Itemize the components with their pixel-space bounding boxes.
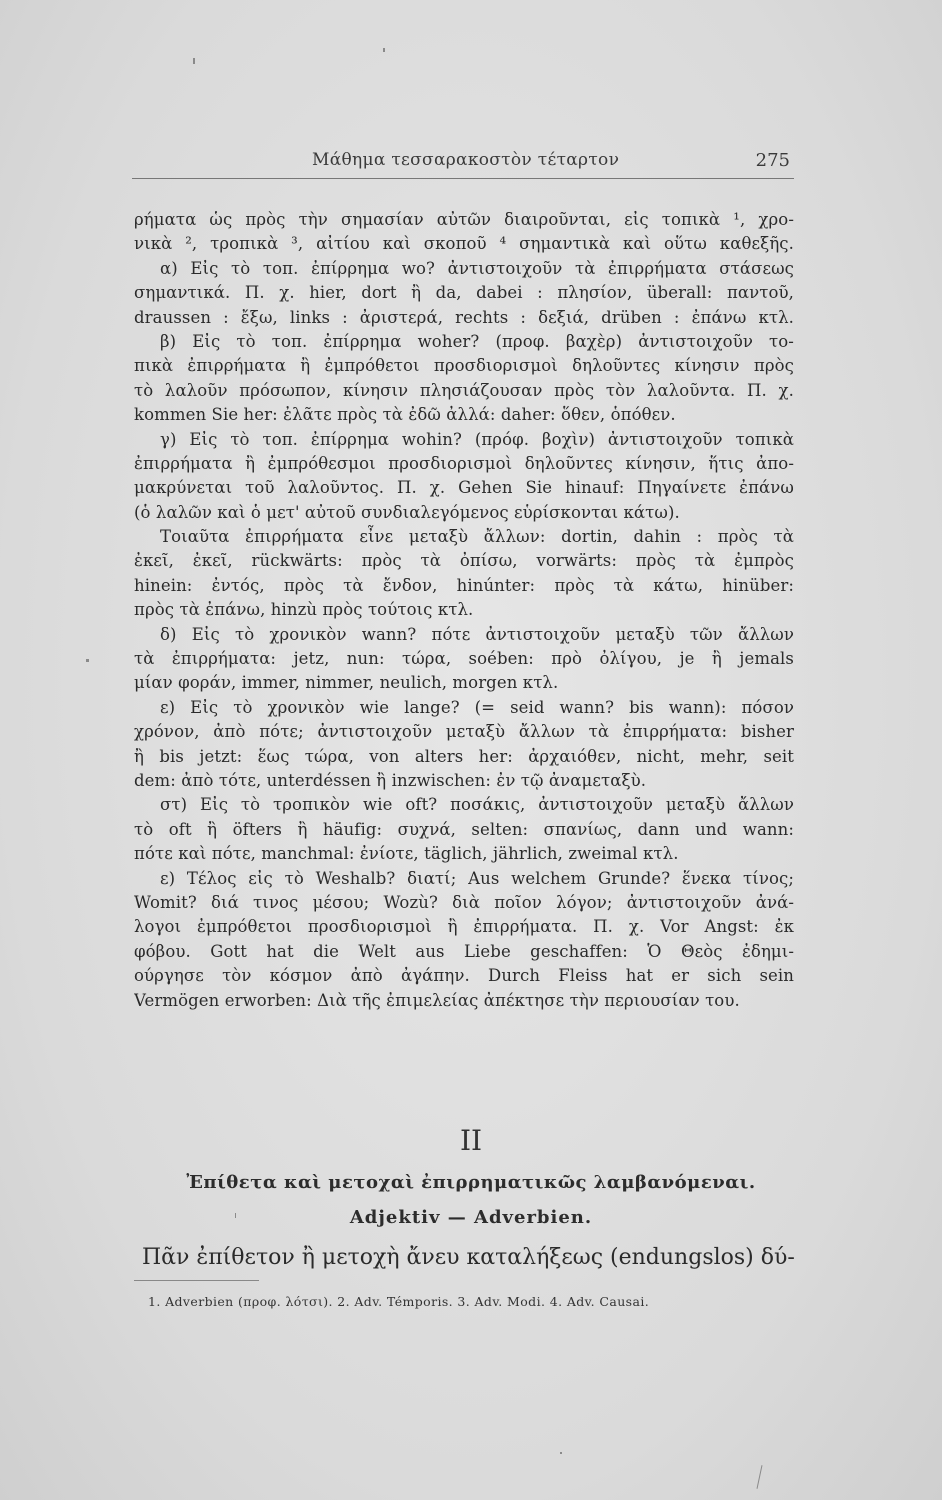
text-line: φόβου. Gott hat die Welt aus Liebe geschaffen: Ὁ Θεὸς ἐδημι- xyxy=(134,941,794,961)
paper-speck xyxy=(86,659,89,662)
section-numeral: II xyxy=(459,1124,483,1157)
text-line: στ) Εἰς τὸ τροπικὸν wie oft? ποσάκις, ἀντιστοιχοῦν μεταξὺ ἄλλων xyxy=(160,795,794,815)
text-line: hinein: ἐντός, πρὸς τὰ ἔνδον, hinúnter: πρὸς τὰ κάτω, hinüber: xyxy=(134,575,794,595)
running-head: Μάθημα τεσσαρακοστὸν τέταρτον xyxy=(312,150,620,170)
section-title-greek: Ἐπίθετα καὶ μετοχαὶ ἐπιρρηματικῶς λαμβανόμεναι. xyxy=(186,1172,756,1193)
section-title-german: Adjektiv — Adverbien. xyxy=(349,1207,593,1228)
text-line: Vermögen erworben: Διὰ τῆς ἐπιμελείας ἀπέκτησε τὴν περιουσίαν του. xyxy=(134,990,740,1010)
footnote-divider xyxy=(134,1280,259,1281)
text-line: τὸ λαλοῦν πρόσωπον, κίνησιν πλησιάζουσαν πρὸς τὸν λαλοῦντα. Π. χ. xyxy=(134,380,794,400)
text-line: kommen Sie her: ἐλᾶτε πρὸς τὰ ἐδῶ ἀλλά: daher: ὅθεν, ὁπόθεν. xyxy=(134,405,676,425)
text-line: dem: ἀπὸ τότε, unterdéssen ἢ inzwischen: ἐν τῷ ἀναμεταξὺ. xyxy=(134,770,647,790)
body-text xyxy=(134,208,794,1013)
text-line: χρόνον, ἀπὸ πότε; ἀντιστοιχοῦν μεταξὺ ἄλλων τὰ ἐπιρρήματα: bisher xyxy=(134,722,794,742)
text-line: draussen : ἔξω, links : ἀριστερά, rechts : δεξιά, drüben : ἐπάνω κτλ. xyxy=(134,307,794,327)
paper-speck xyxy=(235,1213,236,1218)
text-line: ρήματα ὡς πρὸς τὴν σημασίαν αὐτῶν διαιροῦνται, εἰς τοπικὰ ¹, χρο- xyxy=(134,210,794,229)
text-line: ε) Εἰς τὸ χρονικὸν wie lange? (= seid wann? bis wann): πόσον xyxy=(160,697,794,717)
text-line: μακρύνεται τοῦ λαλοῦντος. Π. χ. Gehen Sie hinauf: Πηγαίνετε ἐπάνω xyxy=(134,478,794,498)
text-line: μίαν φοράν, immer, nimmer, neulich, morgen κτλ. xyxy=(134,673,559,693)
text-line: ούργησε τὸν κόσμον ἀπὸ ἀγάπην. Durch Fleiss hat er sich sein xyxy=(134,966,794,986)
text-line: ἢ bis jetzt: ἕως τώρα, von alters her: ἀρχαιόθεν, nicht, mehr, seit xyxy=(134,746,794,766)
text-line: Τοιαῦτα ἐπιρρήματα εἶνε μεταξὺ ἄλλων: dortin, dahin : πρὸς τὰ xyxy=(160,527,794,547)
text-line: γ) Εἰς τὸ τοπ. ἐπίρρημα wohin? (πρόφ. βοχὶν) ἀντιστοιχοῦν τοπικὰ xyxy=(160,429,794,449)
paper-speck xyxy=(560,1452,562,1454)
text-line: ε) Τέλος εἰς τὸ Weshalb? διατί; Aus welchem Grunde? ἕνεκα τίνος; xyxy=(160,868,794,888)
text-line: λογοι ἐμπρόθετοι προσδιορισμοὶ ἢ ἐπιρρήματα. Π. χ. Vor Angst: ἐκ xyxy=(134,917,794,937)
text-line: δ) Εἰς τὸ χρονικὸν wann? πότε ἀντιστοιχοῦν μεταξὺ τῶν ἄλλων xyxy=(160,624,794,644)
footnote: 1. Adverbien (προφ. λότσι). 2. Adv. Témporis. 3. Adv. Modi. 4. Adv. Causai. xyxy=(148,1294,650,1309)
text-line: Womit? διά τινος μέσου; Wozù? διὰ ποῖον λόγον; ἀντιστοιχοῦν ἀνά- xyxy=(134,892,794,912)
text-line: πότε καὶ πότε, manchmal: ἐνίοτε, täglich, jährlich, zweimal κτλ. xyxy=(134,844,679,864)
section-intro-line: Πᾶν ἐπίθετον ἢ μετοχὴ ἄνευ καταλήξεως (endungslos) δύ- xyxy=(142,1245,795,1270)
page-number: 275 xyxy=(755,150,790,171)
text-line: ἐπιρρήματα ἢ ἐμπρόθεσμοι προσδιορισμοὶ δηλοῦντες κίνησιν, ἥτις ἀπο- xyxy=(134,453,794,473)
text-line: νικὰ ², τροπικὰ ³, αἰτίου καὶ σκοποῦ ⁴ σημαντικὰ καὶ οὕτω καθεξῆς. xyxy=(134,234,794,254)
text-line: τὸ oft ἢ öfters ἢ häufig: συχνά, selten: σπανίως, dann und wann: xyxy=(134,819,794,839)
text-line: ἐκεῖ, ἐκεῖ, rückwärts: πρὸς τὰ ὀπίσω, vorwärts: πρὸς τὰ ἐμπρὸς xyxy=(134,551,794,571)
paper-speck xyxy=(383,48,385,52)
text-line: πικὰ ἐπιρρήματα ἢ ἐμπρόθετοι προσδιορισμοὶ δηλοῦντες κίνησιν πρὸς xyxy=(134,356,794,376)
text-line: τὰ ἐπιρρήματα: jetz, nun: τώρα, soében: πρὸ ὀλίγου, je ἢ jemals xyxy=(134,649,794,669)
text-line: πρὸς τὰ ἐπάνω, hinzù πρὸς τούτοις κτλ. xyxy=(134,600,474,620)
text-line: σημαντικά. Π. χ. hier, dort ἢ da, dabei : πλησίον, überall: παντοῦ, xyxy=(134,283,794,303)
text-line: α) Εἰς τὸ τοπ. ἐπίρρημα wo? ἀντιστοιχοῦν τὰ ἐπιρρήματα στάσεως xyxy=(160,258,794,278)
paper-speck xyxy=(757,1465,763,1489)
text-line: β) Εἰς τὸ τοπ. ἐπίρρημα woher? (προφ. βαχὲρ) ἀντιστοιχοῦν το- xyxy=(160,331,794,351)
paper-speck xyxy=(193,58,195,64)
page-header xyxy=(132,146,794,179)
text-line: (ὁ λαλῶν καὶ ὁ μετ' αὐτοῦ συνδιαλεγόμενος εὑρίσκονται κάτω). xyxy=(134,502,680,522)
